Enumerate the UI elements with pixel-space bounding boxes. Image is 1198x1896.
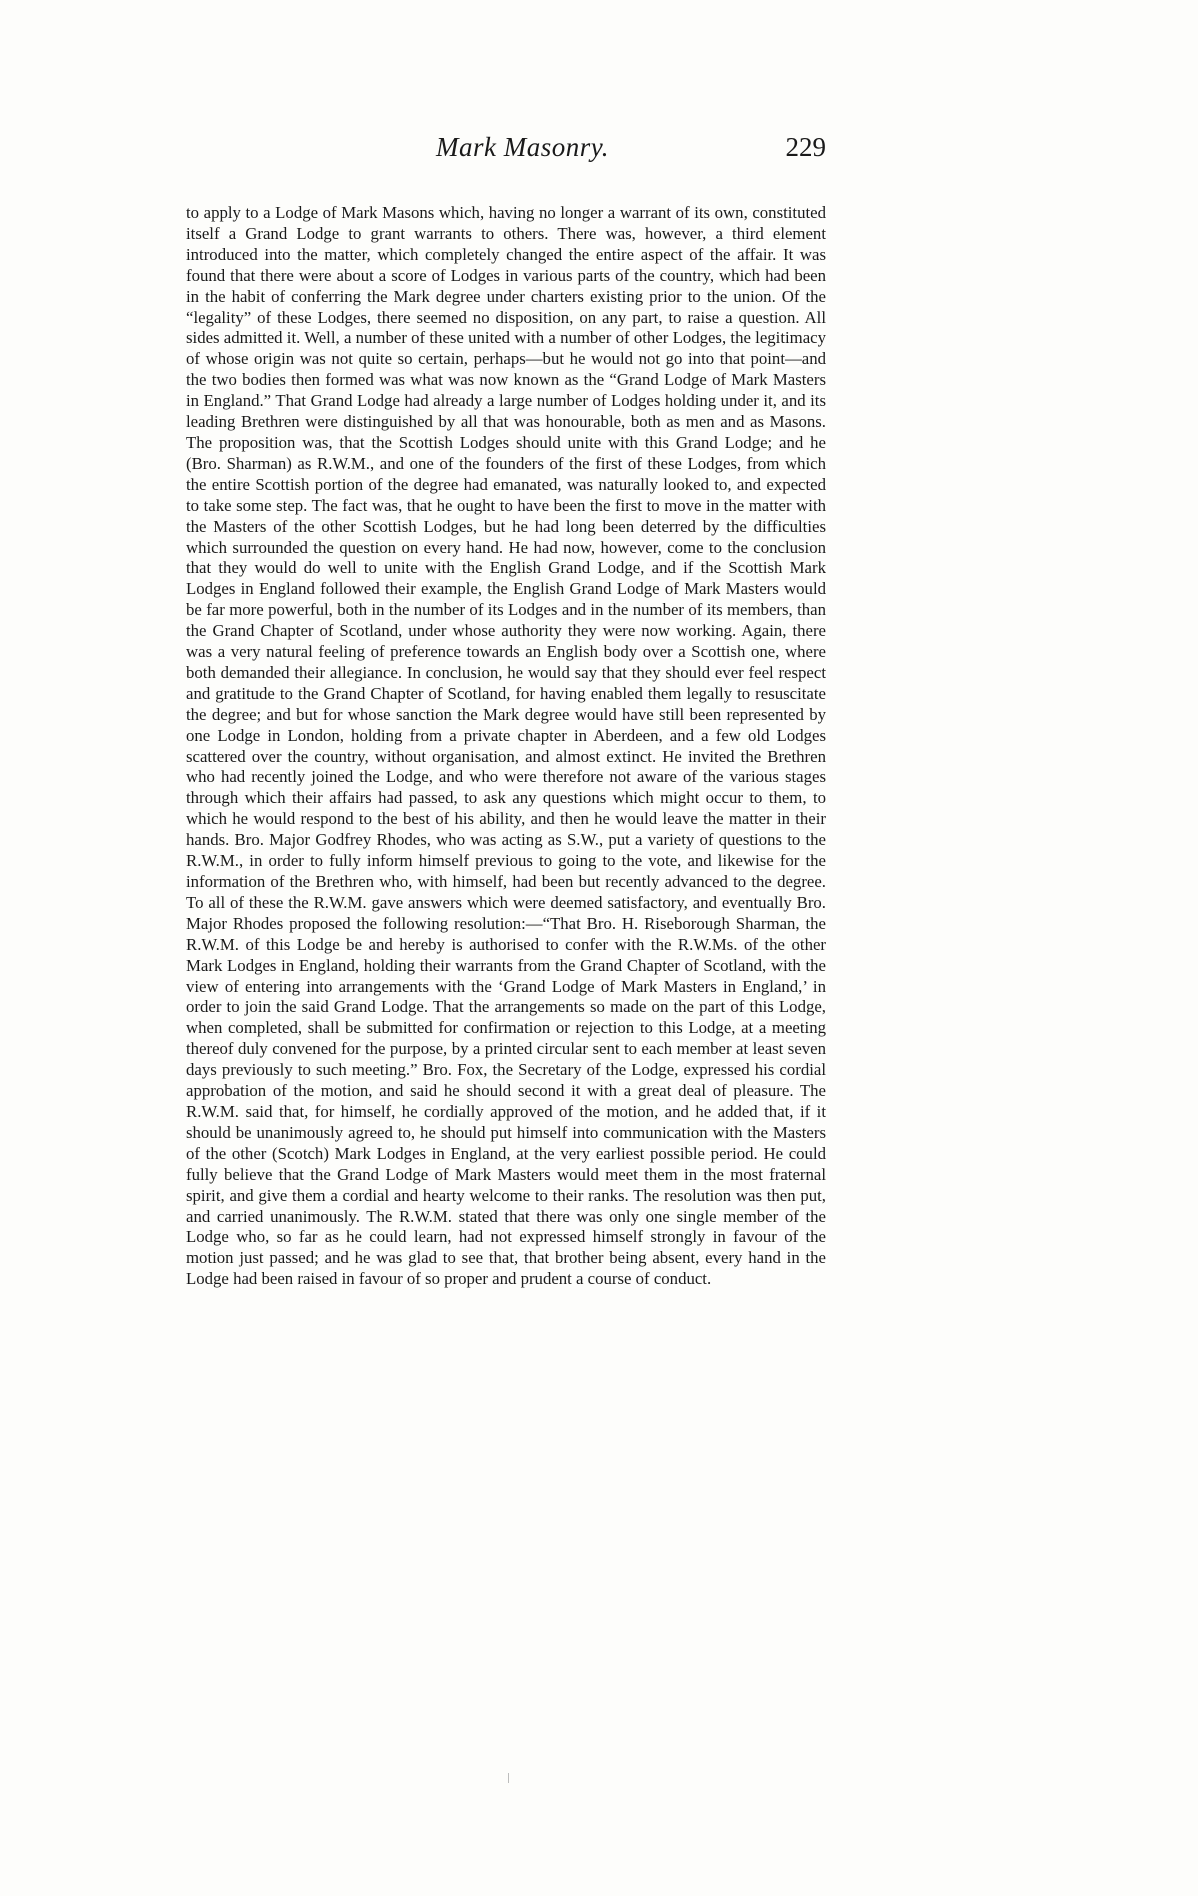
running-head bbox=[186, 132, 826, 172]
body-text bbox=[186, 203, 826, 1290]
page-number: 229 bbox=[785, 132, 826, 162]
print-speck bbox=[508, 1773, 509, 1783]
body-paragraph: to apply to a Lodge of Mark Masons which, having no longer a warrant of its own, constituted itself a Grand Lodge to grant warrants to others. There was, however, a third element introduced into the matter, which completely changed the entire aspect of the affair. It was found that there were about a score of Lodges in various parts of the country, which had been in the habit of conferring the Mark degree under charters existing prior to the union. Of the “legality” of these Lodges, there seemed no disposition, on any part, to raise a question. All sides admitted it. Well, a number of these united with a number of other Lodges, the legitimacy of whose origin was not quite so certain, perhaps—but he would not go into that point—and the two bodies then formed was what was now known as the “Grand Lodge of Mark Masters in England.” That Grand Lodge had already a large number of Lodges holding under it, and its leading Brethren were distinguished by all that was honourable, both as men and as Masons. The proposition was, that the Scottish Lodges should unite with this Grand Lodge; and he (Bro. Sharman) as R.W.M., and one of the founders of the first of these Lodges, from which the entire Scottish portion of the degree had emanated, was naturally looked to, and expected to take some step. The fact was, that he ought to have been the first to move in the matter with the Masters of the other Scottish Lodges, but he had long been deterred by the difficulties which surrounded the question on every hand. He had now, however, come to the conclusion that they would do well to unite with the English Grand Lodge, and if the Scottish Mark Lodges in England followed their example, the English Grand Lodge of Mark Masters would be far more powerful, both in the number of its Lodges and in the number of its members, than the Grand Chapter of Scotland, under whose authority they were now working. Again, there was a very natural feeling of preference towards an English body over a Scottish one, where both demanded their allegiance. In conclusion, he would say that they should ever feel respect and gratitude to the Grand Chapter of Scotland, for having enabled them legally to resuscitate the degree; and but for whose sanction the Mark degree would have still been represented by one Lodge in London, holding from a private chapter in Aberdeen, and a few old Lodges scattered over the country, without organisation, and almost extinct. He invited the Brethren who had recently joined the Lodge, and who were therefore not aware of the various stages through which their affairs had passed, to ask any questions which might occur to them, to which he would respond to the best of his ability, and then he would leave the matter in their hands. Bro. Major Godfrey Rhodes, who was acting as S.W., put a variety of questions to the R.W.M., in order to fully inform himself previous to going to the vote, and likewise for the information of the Brethren who, with himself, had been but recently advanced to the degree. To all of these the R.W.M. gave answers which were deemed satisfactory, and eventually Bro. Major Rhodes proposed the following resolution:—“That Bro. H. Riseborough Sharman, the R.W.M. of this Lodge be and hereby is authorised to confer with the R.W.Ms. of the other Mark Lodges in England, holding their warrants from the Grand Chapter of Scotland, with the view of entering into arrangements with the ‘Grand Lodge of Mark Masters in England,’ in order to join the said Grand Lodge. That the arrangements so made on the part of this Lodge, when completed, shall be submitted for confirmation or rejection to this Lodge, at a meeting thereof duly convened for the purpose, by a printed circular sent to each member at least seven days previously to such meeting.” Bro. Fox, the Secretary of the Lodge, expressed his cordial approbation of the motion, and said he should second it with a great deal of pleasure. The R.W.M. said that, for himself, he cordially approved of the motion, and he added that, if it should be unanimously agreed to, he should put himself into communication with the Masters of the other (Scotch) Mark Lodges in England, at the very earliest possible period. He could fully believe that the Grand Lodge of Mark Masters would meet them in the most fraternal spirit, and give them a cordial and hearty welcome to their ranks. The resolution was then put, and carried unanimously. The R.W.M. stated that there was only one single member of the Lodge who, so far as he could learn, had not expressed himself strongly in favour of the motion just passed; and he was glad to see that, that brother being absent, every hand in the Lodge had been raised in favour of so proper and prudent a course of conduct. bbox=[186, 203, 826, 1289]
running-title: Mark Masonry. bbox=[436, 132, 609, 162]
